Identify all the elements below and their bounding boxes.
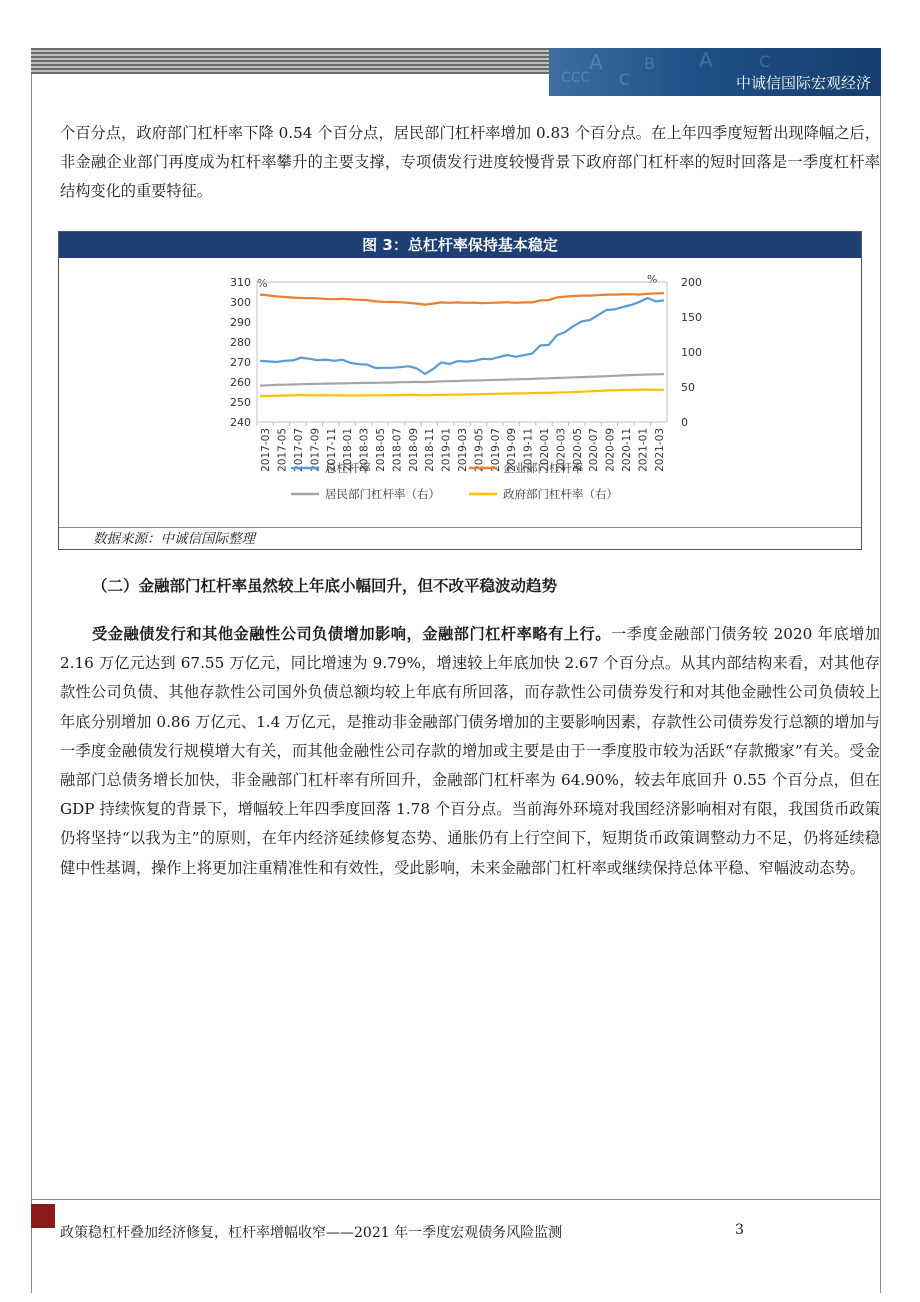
- x-axis-tick-label: 2018-01: [342, 428, 355, 472]
- x-axis-tick-label: 2018-07: [391, 428, 404, 472]
- series-line-3: [260, 374, 664, 386]
- x-axis-tick-label: 2019-11: [522, 428, 535, 472]
- section-heading: （二）金融部门杠杆率虽然较上年底小幅回升，但不改平稳波动趋势: [92, 577, 558, 595]
- intro-paragraph: 个百分点，政府部门杠杆率下降 0.54 个百分点，居民部门杠杆率增加 0.83 个百分点。在上年四季度短暂出现降幅之后，非金融企业部门再度成为杠杆率攀升的主要支撑，专项债发行进度较慢背景下政府部门杠杆率的短时回落是一季度杠杆率结构变化的重要特征。: [60, 124, 880, 201]
- series-line-1: [260, 298, 664, 374]
- right-axis-unit: %: [647, 273, 658, 286]
- header-brand-banner: A B A C CCC C 中诚信国际宏观经济: [549, 48, 881, 96]
- x-axis-tick-label: 2020-09: [604, 428, 617, 472]
- figure-source: 数据来源：中诚信国际整理: [59, 527, 861, 549]
- x-axis-tick-label: 2019-01: [440, 428, 453, 472]
- x-axis-tick-label: 2018-03: [358, 428, 371, 472]
- left-axis-tick-label: 280: [230, 336, 251, 349]
- series-line-4: [260, 390, 664, 397]
- brand-name: 中诚信国际宏观经济: [735, 74, 871, 92]
- chart-svg: [59, 258, 861, 528]
- right-axis-tick-label: 100: [681, 346, 702, 359]
- left-axis-tick-label: 250: [230, 396, 251, 409]
- left-axis-unit: %: [257, 277, 268, 290]
- footer-divider: [31, 1199, 881, 1200]
- left-axis-tick-label: 240: [230, 416, 251, 429]
- left-axis-tick-label: 290: [230, 316, 251, 329]
- x-axis-tick-label: 2020-01: [539, 428, 551, 472]
- body-paragraph: [60, 620, 880, 883]
- header-stripe-bar: [31, 48, 549, 74]
- x-axis-tick-label: 2017-07: [293, 428, 305, 472]
- legend-label: 企业部门杠杆率: [503, 461, 584, 475]
- right-axis-tick-label: 200: [681, 276, 702, 289]
- x-axis-tick-label: 2017-05: [276, 428, 289, 472]
- body-lead-sentence: 受金融债发行和其他金融性公司负债增加影响，金融部门杠杆率略有上行。: [92, 625, 611, 643]
- x-axis-tick-label: 2019-03: [457, 428, 469, 472]
- x-axis-tick-label: 2019-05: [473, 428, 486, 472]
- x-axis-tick-label: 2020-11: [621, 428, 633, 472]
- left-axis-tick-label: 310: [230, 276, 251, 289]
- x-axis-tick-label: 2021-01: [637, 428, 650, 472]
- left-axis-tick-label: 300: [230, 296, 251, 309]
- x-axis-tick-label: 2018-05: [375, 428, 387, 472]
- figure-title: 图 3：总杠杆率保持基本稳定: [59, 232, 861, 258]
- right-axis-tick-label: 150: [681, 311, 702, 324]
- legend-label: 总杠杆率: [325, 461, 371, 475]
- left-axis-tick-label: 270: [230, 356, 251, 369]
- left-axis-tick-label: 260: [230, 376, 251, 389]
- footer-title: 政策稳杠杆叠加经济修复，杠杆率增幅收窄——2021 年一季度宏观债务风险监测: [60, 1225, 563, 1241]
- x-axis-tick-label: 2018-09: [407, 428, 420, 472]
- series-line-2: [260, 293, 664, 304]
- legend-label: 政府部门杠杆率（右）: [503, 487, 618, 501]
- x-axis-tick-label: 2019-07: [489, 428, 502, 472]
- legend-label: 居民部门杠杆率（右）: [325, 487, 440, 501]
- x-axis-tick-label: 2017-09: [309, 428, 322, 472]
- x-axis-tick-label: 2017-11: [325, 428, 338, 472]
- figure-3: [58, 231, 862, 550]
- x-axis-tick-label: 2017-03: [260, 428, 273, 472]
- x-axis-tick-label: 2020-03: [555, 428, 568, 472]
- body-rest-text: 一季度金融部门债务较 2020 年底增加 2.16 万亿元达到 67.55 万亿元，同比增速为 9.79%，增速较上年底加快 2.67 个百分点。从其内部结构来看，对其他存款性公司负债、其他存款性公司国外负债总额均较上年底有所回落，而存款性公司债券发行和对其他金融性公司负债较上年底分别增加 0.86 万亿元、1.4 万亿元，是推动非金融部门债务增加的主要影响因素，存款性公司债券发行总额的增加与一季度金融债发行规模增大有关，而其他金融性公司存款的增加或主要是由于一季度股市较为活跃“存款搬家”有关。受金融部门总债务增长加快，非金融部门杠杆率有所回升，金融部门杠杆率为 64.90%，较去年底回升 0.55 个百分点，但在 GDP 持续恢复的背景下，增幅较上年四季度回落 1.78 个百分点。当前海外环境对我国经济影响相对有限，我国货币政策仍将坚持“以我为主”的原则，在年内经济延续修复态势、通胀仍有上行空间下，短期货币政策调整动力不足，仍将延续稳健中性基调，操作上将更加注重精准性和有效性，受此影响，未来金融部门杠杆率或继续保持总体平稳、窄幅波动态势。: [60, 625, 881, 877]
- right-axis-tick-label: 0: [681, 416, 688, 429]
- right-axis-tick-label: 50: [681, 381, 695, 394]
- x-axis-tick-label: 2020-05: [571, 428, 584, 472]
- x-axis-tick-label: 2018-11: [424, 428, 437, 472]
- page-number: 3: [735, 1222, 744, 1238]
- x-axis-tick-label: 2021-03: [653, 428, 666, 472]
- x-axis-tick-label: 2020-07: [588, 428, 601, 472]
- footer-mark: [31, 1204, 55, 1228]
- x-axis-tick-label: 2019-09: [506, 428, 519, 472]
